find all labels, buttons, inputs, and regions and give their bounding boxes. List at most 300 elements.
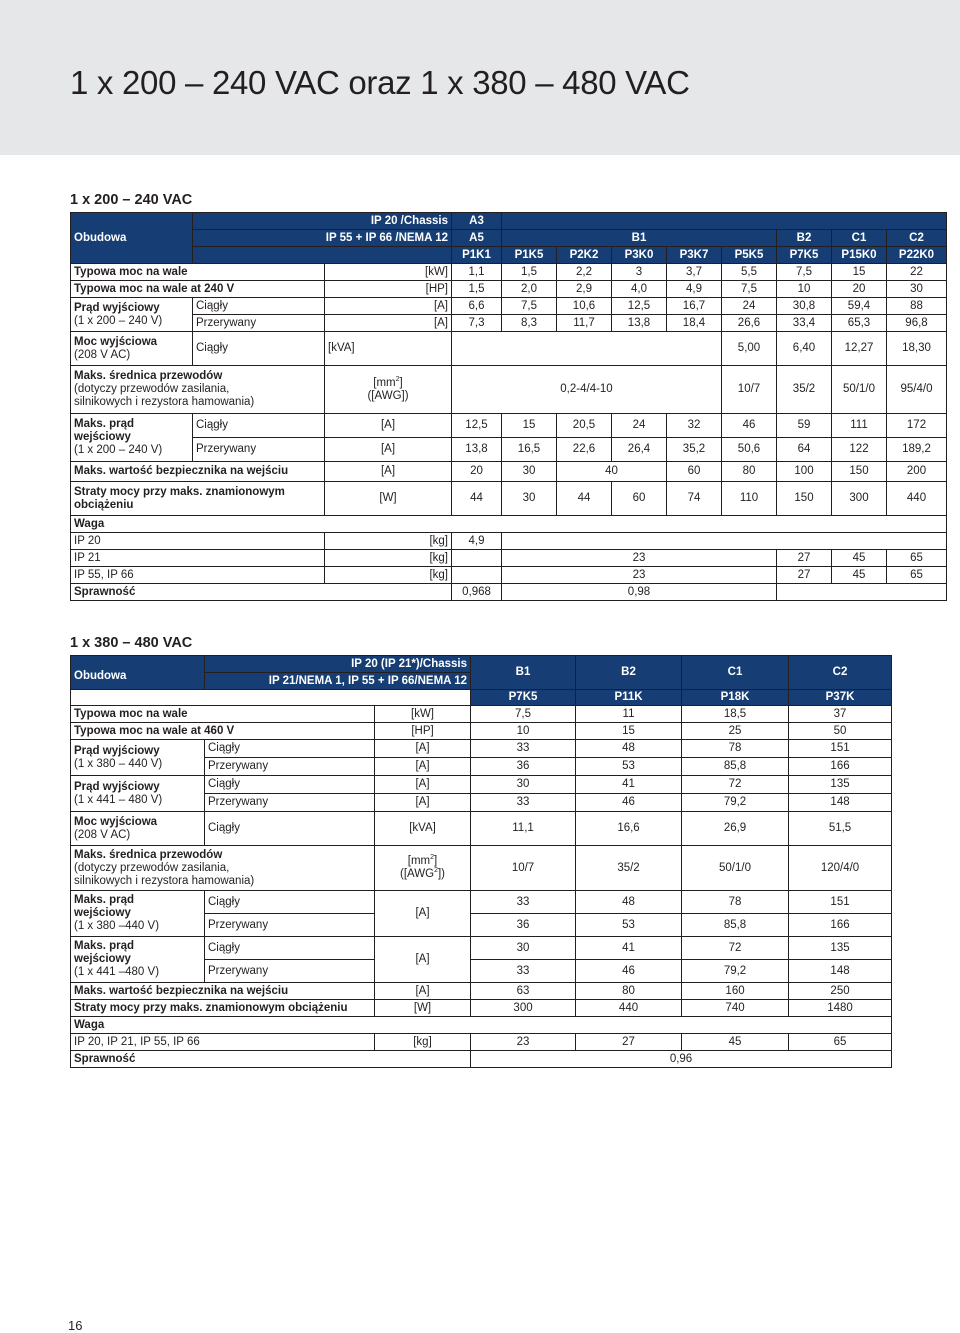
row-label: Waga bbox=[71, 516, 947, 533]
row-label: Typowa moc na wale at 460 V bbox=[71, 723, 375, 740]
row-prad-wyj-ciagly bbox=[71, 298, 947, 315]
row-prad-wyj-przerywany bbox=[71, 315, 947, 332]
cell: 48 bbox=[576, 740, 682, 758]
row-waga bbox=[71, 1017, 892, 1034]
model-code: P22K0 bbox=[887, 247, 947, 264]
mode-label: Ciągły bbox=[193, 414, 325, 438]
cell: 30 bbox=[502, 482, 557, 516]
cell: 1,1 bbox=[452, 264, 502, 281]
page-title: 1 x 200 – 240 VAC oraz 1 x 380 – 480 VAC bbox=[70, 64, 690, 101]
row-moc-wyj bbox=[71, 812, 892, 846]
cell: 7,5 bbox=[722, 281, 777, 298]
cell: 4,9 bbox=[452, 533, 502, 550]
model-code: P7K5 bbox=[471, 690, 576, 706]
unit: ] bbox=[399, 376, 403, 389]
unit: ([AWG bbox=[400, 868, 435, 880]
cell: 85,8 bbox=[682, 914, 789, 937]
mode-label: Przerywany bbox=[193, 315, 325, 332]
header-row-chassis bbox=[71, 656, 892, 673]
model-code: P3K7 bbox=[667, 247, 722, 264]
model-code: P3K0 bbox=[612, 247, 667, 264]
obudowa-label: Obudowa bbox=[71, 656, 205, 690]
ip21-nema-label: IP 21/NEMA 1, IP 55 + IP 66/NEMA 12 bbox=[205, 673, 471, 690]
cell: 0,968 bbox=[452, 584, 502, 601]
row-moc-wale bbox=[71, 706, 892, 723]
cell: 18,4 bbox=[667, 315, 722, 332]
cell: 148 bbox=[789, 794, 892, 812]
cell-empty bbox=[777, 584, 947, 601]
cell: 11,7 bbox=[557, 315, 612, 332]
row-prad-wej-ciagly bbox=[71, 414, 947, 438]
cell: 45 bbox=[832, 550, 887, 567]
cell: 135 bbox=[789, 776, 892, 794]
row-sublabel: (dotyczy przewodów zasilania, bbox=[74, 861, 230, 874]
cell: 7,5 bbox=[471, 706, 576, 723]
mode-label: Ciągły bbox=[205, 812, 375, 846]
cell: 300 bbox=[832, 482, 887, 516]
cell: 26,6 bbox=[722, 315, 777, 332]
mode-label: Ciągły bbox=[193, 332, 325, 366]
enclosure-a3: A3 bbox=[452, 213, 502, 230]
model-code: P15K0 bbox=[832, 247, 887, 264]
cell: 33 bbox=[471, 740, 576, 758]
cell: 80 bbox=[576, 983, 682, 1000]
row-label-prad-wej1 bbox=[71, 891, 205, 937]
cell: 45 bbox=[832, 567, 887, 584]
row-label: Maks. wartość bezpiecznika na wejściu bbox=[71, 462, 325, 482]
cell: 1,5 bbox=[452, 281, 502, 298]
row-label-moc-wyj bbox=[71, 812, 205, 846]
table1-title: 1 x 200 – 240 VAC bbox=[70, 192, 193, 208]
row-moc-240 bbox=[71, 281, 947, 298]
cell: 64 bbox=[777, 438, 832, 462]
cell: 85,8 bbox=[682, 758, 789, 776]
cell: 8,3 bbox=[502, 315, 557, 332]
row-prad-wej1-ciagly bbox=[71, 891, 892, 914]
row-label: Maks. prąd bbox=[74, 894, 135, 906]
cell: 26,9 bbox=[682, 812, 789, 846]
unit: [kVA] bbox=[325, 332, 452, 366]
cell: 6,40 bbox=[777, 332, 832, 366]
cell: 2,2 bbox=[557, 264, 612, 281]
cell: 27 bbox=[777, 567, 832, 584]
cell: 27 bbox=[777, 550, 832, 567]
row-label: IP 55, IP 66 bbox=[71, 567, 325, 584]
cell: 24 bbox=[722, 298, 777, 315]
row-label: IP 20, IP 21, IP 55, IP 66 bbox=[71, 1034, 375, 1051]
cell: 30 bbox=[471, 937, 576, 960]
row-moc-wale bbox=[71, 264, 947, 281]
cell: 32 bbox=[667, 414, 722, 438]
header-row-chassis bbox=[71, 213, 947, 230]
cell: 50/1/0 bbox=[832, 366, 887, 414]
row-prad-wyj2-ciagly bbox=[71, 776, 892, 794]
row-sprawnosc bbox=[71, 584, 947, 601]
cell: 80 bbox=[722, 462, 777, 482]
cell: 3 bbox=[612, 264, 667, 281]
row-sublabel: (1 x 200 – 240 V) bbox=[74, 444, 163, 456]
row-label: Maks. średnica przewodów bbox=[74, 848, 223, 861]
cell: 3,7 bbox=[667, 264, 722, 281]
cell: 35/2 bbox=[576, 846, 682, 891]
cell: 60 bbox=[612, 482, 667, 516]
cell: 740 bbox=[682, 1000, 789, 1017]
cell: 23 bbox=[502, 550, 777, 567]
cell: 0,96 bbox=[471, 1051, 892, 1068]
cell: 33,4 bbox=[777, 315, 832, 332]
ip55-nema-label: IP 55 + IP 66 /NEMA 12 bbox=[193, 230, 452, 247]
row-sprawnosc bbox=[71, 1051, 892, 1068]
cell: 95/4/0 bbox=[887, 366, 947, 414]
mode-label: Ciągły bbox=[205, 740, 375, 758]
row-label: Sprawność bbox=[71, 584, 452, 601]
unit: [A] bbox=[375, 758, 471, 776]
cell: 44 bbox=[452, 482, 502, 516]
cell: 150 bbox=[777, 482, 832, 516]
cell-empty bbox=[452, 567, 502, 584]
unit: [kVA] bbox=[375, 812, 471, 846]
cell: 166 bbox=[789, 914, 892, 937]
cell: 7,5 bbox=[777, 264, 832, 281]
row-sublabel: (208 V AC) bbox=[74, 828, 131, 841]
row-label: Typowa moc na wale bbox=[71, 264, 325, 281]
row-label-srednica bbox=[71, 846, 375, 891]
cell: 16,7 bbox=[667, 298, 722, 315]
cell: 16,6 bbox=[576, 812, 682, 846]
cell: 2,0 bbox=[502, 281, 557, 298]
cell: 65 bbox=[789, 1034, 892, 1051]
cell-empty bbox=[452, 332, 722, 366]
unit: ([AWG]) bbox=[367, 389, 409, 402]
cell: 5,5 bbox=[722, 264, 777, 281]
cell-empty bbox=[452, 550, 502, 567]
cell: 160 bbox=[682, 983, 789, 1000]
cell: 78 bbox=[682, 891, 789, 914]
cell: 72 bbox=[682, 776, 789, 794]
unit: [A] bbox=[325, 298, 452, 315]
row-label-prad-wej2 bbox=[71, 937, 205, 983]
cell: 0,98 bbox=[502, 584, 777, 601]
row-bezpiecznik bbox=[71, 462, 947, 482]
cell: 200 bbox=[887, 462, 947, 482]
cell: 20 bbox=[452, 462, 502, 482]
cell: 111 bbox=[832, 414, 887, 438]
cell: 46 bbox=[576, 960, 682, 983]
header-blank bbox=[502, 213, 947, 230]
cell: 250 bbox=[789, 983, 892, 1000]
row-prad-wej2-ciagly bbox=[71, 937, 892, 960]
cell: 40 bbox=[557, 462, 667, 482]
enclosure-b2: B2 bbox=[777, 230, 832, 247]
enclosure-c1: C1 bbox=[682, 656, 789, 690]
cell: 65 bbox=[887, 550, 947, 567]
cell: 100 bbox=[777, 462, 832, 482]
cell: 13,8 bbox=[612, 315, 667, 332]
cell: 78 bbox=[682, 740, 789, 758]
enclosure-c2: C2 bbox=[887, 230, 947, 247]
table2-title: 1 x 380 – 480 VAC bbox=[70, 635, 193, 651]
enclosure-c2: C2 bbox=[789, 656, 892, 690]
cell: 46 bbox=[576, 794, 682, 812]
cell: 5,00 bbox=[722, 332, 777, 366]
cell: 20,5 bbox=[557, 414, 612, 438]
unit: [kg] bbox=[325, 533, 452, 550]
header-row-models bbox=[71, 247, 947, 264]
cell: 23 bbox=[471, 1034, 576, 1051]
row-bezpiecznik bbox=[71, 983, 892, 1000]
cell: 151 bbox=[789, 891, 892, 914]
unit: [kg] bbox=[375, 1034, 471, 1051]
row-moc-460 bbox=[71, 723, 892, 740]
title-banner bbox=[0, 0, 960, 155]
unit: [A] bbox=[325, 315, 452, 332]
unit: [A] bbox=[325, 462, 452, 482]
cell: 12,27 bbox=[832, 332, 887, 366]
unit: [HP] bbox=[325, 281, 452, 298]
row-label: Maks. prąd bbox=[74, 940, 135, 952]
row-srednica bbox=[71, 366, 947, 414]
cell: 65 bbox=[887, 567, 947, 584]
row-waga bbox=[71, 516, 947, 533]
unit-sup: 2 bbox=[395, 375, 400, 383]
cell: 74 bbox=[667, 482, 722, 516]
cell: 122 bbox=[832, 438, 887, 462]
cell: 1480 bbox=[789, 1000, 892, 1017]
row-label: Prąd wyjściowy bbox=[74, 744, 160, 757]
row-label: Maks. prąd wejściowy bbox=[74, 418, 135, 443]
cell: 25 bbox=[682, 723, 789, 740]
cell: 11 bbox=[576, 706, 682, 723]
obudowa-label: Obudowa bbox=[71, 213, 193, 264]
row-sublabel: silnikowych i rezystora hamowania) bbox=[74, 874, 255, 887]
unit-srednica bbox=[325, 366, 452, 414]
row-sublabel: (dotyczy przewodów zasilania, bbox=[74, 383, 230, 395]
cell: 300 bbox=[471, 1000, 576, 1017]
cell: 4,0 bbox=[612, 281, 667, 298]
cell: 120/4/0 bbox=[789, 846, 892, 891]
unit: [A] bbox=[325, 438, 452, 462]
model-code: P11K bbox=[576, 690, 682, 706]
row-sublabel: silnikowych i rezystora hamowania) bbox=[74, 396, 255, 408]
spec-table-200-240 bbox=[70, 212, 947, 601]
unit-sup: 2 bbox=[430, 854, 435, 862]
model-code: P5K5 bbox=[722, 247, 777, 264]
cell: 440 bbox=[887, 482, 947, 516]
cell: 50,6 bbox=[722, 438, 777, 462]
model-code: P7K5 bbox=[777, 247, 832, 264]
row-label-prad-wyj bbox=[71, 298, 193, 332]
enclosure-b2: B2 bbox=[576, 656, 682, 690]
cell: 41 bbox=[576, 776, 682, 794]
cell: 33 bbox=[471, 891, 576, 914]
cell: 46 bbox=[722, 414, 777, 438]
cell: 27 bbox=[576, 1034, 682, 1051]
mode-label: Ciągły bbox=[205, 937, 375, 960]
row-ip21 bbox=[71, 550, 947, 567]
cell: 59,4 bbox=[832, 298, 887, 315]
cell: 10/7 bbox=[471, 846, 576, 891]
row-sublabel: (208 V AC) bbox=[74, 348, 131, 361]
model-code: P1K5 bbox=[502, 247, 557, 264]
cell: 13,8 bbox=[452, 438, 502, 462]
row-label: Maks. średnica przewodów bbox=[74, 370, 223, 382]
cell: 0,2-4/4-10 bbox=[452, 366, 722, 414]
unit: [A] bbox=[325, 414, 452, 438]
row-sublabel: (1 x 380 – 440 V) bbox=[74, 757, 163, 770]
mode-label: Ciągły bbox=[205, 776, 375, 794]
row-label: wejściowy bbox=[74, 907, 131, 919]
row-label: Waga bbox=[71, 1017, 892, 1034]
cell: 72 bbox=[682, 937, 789, 960]
cell: 51,5 bbox=[789, 812, 892, 846]
cell: 65,3 bbox=[832, 315, 887, 332]
cell: 10,6 bbox=[557, 298, 612, 315]
cell: 12,5 bbox=[452, 414, 502, 438]
row-label: Prąd wyjściowy bbox=[74, 301, 160, 314]
header-blank bbox=[193, 247, 452, 264]
cell: 7,5 bbox=[502, 298, 557, 315]
unit: [W] bbox=[375, 1000, 471, 1017]
unit: ]) bbox=[437, 868, 446, 880]
enclosure-a5: A5 bbox=[452, 230, 502, 247]
cell: 16,5 bbox=[502, 438, 557, 462]
cell: 6,6 bbox=[452, 298, 502, 315]
unit: [kW] bbox=[325, 264, 452, 281]
row-label: Typowa moc na wale at 240 V bbox=[71, 281, 325, 298]
row-ip20 bbox=[71, 533, 947, 550]
header-row-models bbox=[71, 690, 892, 706]
cell: 151 bbox=[789, 740, 892, 758]
cell: 41 bbox=[576, 937, 682, 960]
row-label: IP 20 bbox=[71, 533, 325, 550]
unit: [A] bbox=[375, 937, 471, 983]
cell: 30 bbox=[887, 281, 947, 298]
cell: 440 bbox=[576, 1000, 682, 1017]
unit: [mm bbox=[407, 855, 431, 867]
cell: 15 bbox=[502, 414, 557, 438]
row-sublabel: (1 x 380 –440 V) bbox=[74, 920, 160, 932]
row-label: Sprawność bbox=[71, 1051, 471, 1068]
row-label: IP 21 bbox=[71, 550, 325, 567]
cell: 30 bbox=[502, 462, 557, 482]
unit: [A] bbox=[375, 740, 471, 758]
model-code: P1K1 bbox=[452, 247, 502, 264]
ip20-chassis-label: IP 20 /Chassis bbox=[193, 213, 452, 230]
row-label-prad-wyj2 bbox=[71, 776, 205, 812]
cell: 20 bbox=[832, 281, 887, 298]
cell: 53 bbox=[576, 758, 682, 776]
cell: 45 bbox=[682, 1034, 789, 1051]
unit: [W] bbox=[325, 482, 452, 516]
ip20-chassis-label: IP 20 (IP 21*)/Chassis bbox=[205, 656, 471, 673]
cell: 63 bbox=[471, 983, 576, 1000]
enclosure-b1: B1 bbox=[471, 656, 576, 690]
cell: 10 bbox=[777, 281, 832, 298]
unit: [mm bbox=[373, 376, 396, 389]
cell: 50/1/0 bbox=[682, 846, 789, 891]
cell: 30 bbox=[471, 776, 576, 794]
model-code: P18K bbox=[682, 690, 789, 706]
unit: [A] bbox=[375, 983, 471, 1000]
cell: 12,5 bbox=[612, 298, 667, 315]
row-moc-wyj bbox=[71, 332, 947, 366]
row-srednica bbox=[71, 846, 892, 891]
unit: ] bbox=[434, 855, 438, 867]
row-label-prad-wej bbox=[71, 414, 193, 462]
model-code: P2K2 bbox=[557, 247, 612, 264]
unit: [kW] bbox=[375, 706, 471, 723]
header-row-nema bbox=[71, 230, 947, 247]
row-ip-all bbox=[71, 1034, 892, 1051]
mode-label: Przerywany bbox=[205, 794, 375, 812]
row-ip55 bbox=[71, 567, 947, 584]
cell: 48 bbox=[576, 891, 682, 914]
cell-empty bbox=[502, 533, 947, 550]
row-label: wejściowy bbox=[74, 953, 131, 965]
cell: 26,4 bbox=[612, 438, 667, 462]
row-label-srednica bbox=[71, 366, 325, 414]
row-straty bbox=[71, 1000, 892, 1017]
row-straty bbox=[71, 482, 947, 516]
cell: 33 bbox=[471, 794, 576, 812]
mode-label: Przerywany bbox=[193, 438, 325, 462]
row-label: Straty mocy przy maks. znamionowym obciążeniu bbox=[71, 1000, 375, 1017]
unit: [kg] bbox=[325, 550, 452, 567]
enclosure-b1: B1 bbox=[502, 230, 777, 247]
cell: 15 bbox=[832, 264, 887, 281]
cell: 10/7 bbox=[722, 366, 777, 414]
row-prad-wyj1-ciagly bbox=[71, 740, 892, 758]
cell: 148 bbox=[789, 960, 892, 983]
spec-table-380-480 bbox=[70, 655, 892, 1068]
cell: 22 bbox=[887, 264, 947, 281]
row-label: Maks. wartość bezpiecznika na wejściu bbox=[71, 983, 375, 1000]
cell: 96,8 bbox=[887, 315, 947, 332]
row-sublabel: (1 x 200 – 240 V) bbox=[74, 314, 163, 327]
mode-label: Przerywany bbox=[205, 758, 375, 776]
unit: [kg] bbox=[325, 567, 452, 584]
cell: 4,9 bbox=[667, 281, 722, 298]
mode-label: Przerywany bbox=[205, 914, 375, 937]
cell: 79,2 bbox=[682, 794, 789, 812]
cell: 60 bbox=[667, 462, 722, 482]
cell: 2,9 bbox=[557, 281, 612, 298]
mode-label: Ciągły bbox=[193, 298, 325, 315]
cell: 50 bbox=[789, 723, 892, 740]
cell: 189,2 bbox=[887, 438, 947, 462]
cell: 1,5 bbox=[502, 264, 557, 281]
row-label: Straty mocy przy maks. znamionowym obciążeniu bbox=[71, 482, 325, 516]
unit: [HP] bbox=[375, 723, 471, 740]
cell: 166 bbox=[789, 758, 892, 776]
cell: 44 bbox=[557, 482, 612, 516]
header-blank bbox=[71, 690, 471, 706]
row-label-moc-wyj bbox=[71, 332, 193, 366]
cell: 22,6 bbox=[557, 438, 612, 462]
cell: 35/2 bbox=[777, 366, 832, 414]
cell: 150 bbox=[832, 462, 887, 482]
cell: 11,1 bbox=[471, 812, 576, 846]
cell: 30,8 bbox=[777, 298, 832, 315]
cell: 36 bbox=[471, 758, 576, 776]
cell: 33 bbox=[471, 960, 576, 983]
cell: 135 bbox=[789, 937, 892, 960]
cell: 10 bbox=[471, 723, 576, 740]
row-sublabel: (1 x 441 –480 V) bbox=[74, 966, 160, 978]
cell: 172 bbox=[887, 414, 947, 438]
cell: 7,3 bbox=[452, 315, 502, 332]
unit-srednica bbox=[375, 846, 471, 891]
